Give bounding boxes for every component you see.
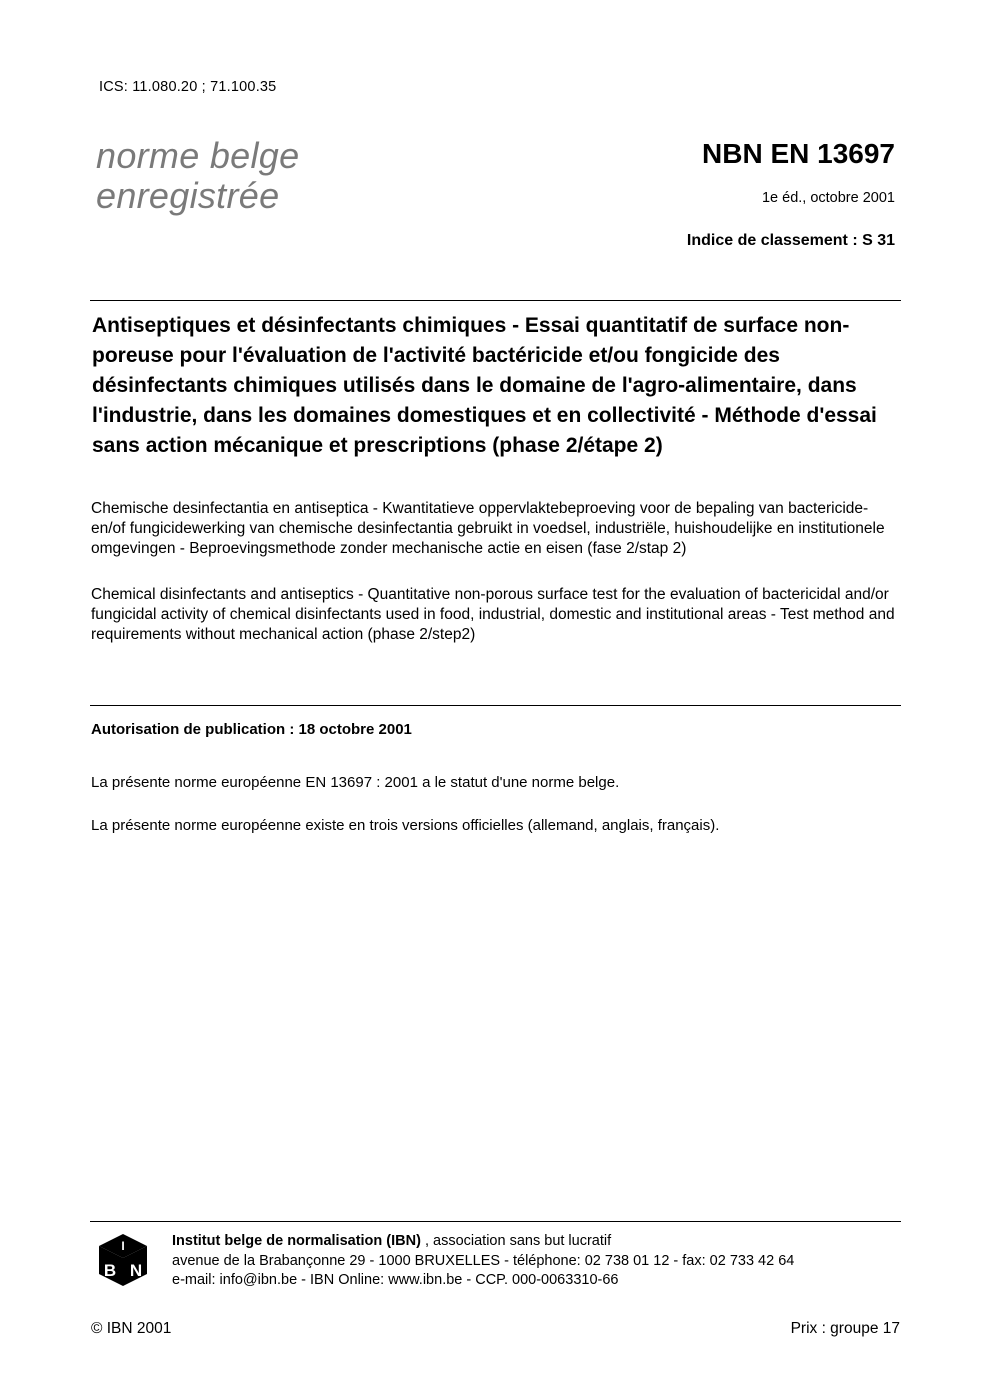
institute-contact: e-mail: info@ibn.be - IBN Online: www.ibn.be - CCP. 000-0063310-66 xyxy=(172,1272,619,1288)
divider-top xyxy=(90,300,901,301)
title-dutch: Chemische desinfectantia en antiseptica - Kwantitatieve oppervlaktebeproeving voor de bepaling van bactericide- en/of fungicidewerking van chemische desinfectantia gebruikt in voedsel, industriële, huishoudelijke en institutionele omgevingen - Beproevingsmethode zonder mechanische actie en eisen (fase 2/stap 2) xyxy=(91,500,885,557)
copyright: © IBN 2001 xyxy=(91,1320,172,1337)
institute-address: avenue de la Brabançonne 29 - 1000 BRUXELLES - téléphone: 02 738 01 12 - fax: 02 733 42 64 xyxy=(172,1252,795,1269)
status-statement: La présente norme européenne EN 13697 : 2001 a le statut d'une norme belge. xyxy=(91,774,620,791)
edition: 1e éd., octobre 2001 xyxy=(761,190,895,206)
institute-address-block xyxy=(172,1232,794,1291)
ibn-cube-logo-icon xyxy=(97,1232,149,1288)
title-french: Antiseptiques et désinfectants chimiques - Essai quantitatif de surface non-poreuse pour l'évaluation de l'activité bactéricide et/ou fongicide des désinfectants chimiques utilisés dans le domaine de l'agro-alimentaire, dans l'industrie, dans les domaines domestiques et en collectivité - Méthode d'essai sans action mécanique et prescriptions (phase 2/étape 2) xyxy=(92,314,877,457)
institute-suffix: , association sans but lucratif xyxy=(420,1233,612,1249)
classement-index: Indice de classement : S 31 xyxy=(686,232,895,249)
logo-letter-b: B xyxy=(103,1261,117,1280)
publication-authorisation: Autorisation de publication : 18 octobre 2001 xyxy=(91,721,412,738)
divider-middle xyxy=(90,705,901,706)
brand-line-1: norme belge xyxy=(96,135,300,176)
institute-name: Institut belge de normalisation (IBN) xyxy=(172,1233,421,1249)
brand-title xyxy=(96,136,299,216)
divider-footer xyxy=(90,1221,901,1222)
institute-line xyxy=(172,1232,794,1252)
versions-statement: La présente norme européenne existe en trois versions officielles (allemand, anglais, français). xyxy=(91,817,720,834)
ics-codes: ICS: 11.080.20 ; 71.100.35 xyxy=(99,79,277,95)
standard-number: NBN EN 13697 xyxy=(702,138,895,169)
logo-letter-i: I xyxy=(121,1239,125,1253)
logo-letter-n: N xyxy=(129,1261,143,1280)
title-english: Chemical disinfectants and antiseptics - Quantitative non-porous surface test for the evaluation of bactericidal and/or fungicidal activity of chemical disinfectants used in food, industrial, domestic and institutional areas - Test method and requirements without mechanical action (phase 2/step2) xyxy=(91,586,895,643)
price-group: Prix : groupe 17 xyxy=(790,1320,900,1337)
brand-line-2: enregistrée xyxy=(96,175,280,216)
